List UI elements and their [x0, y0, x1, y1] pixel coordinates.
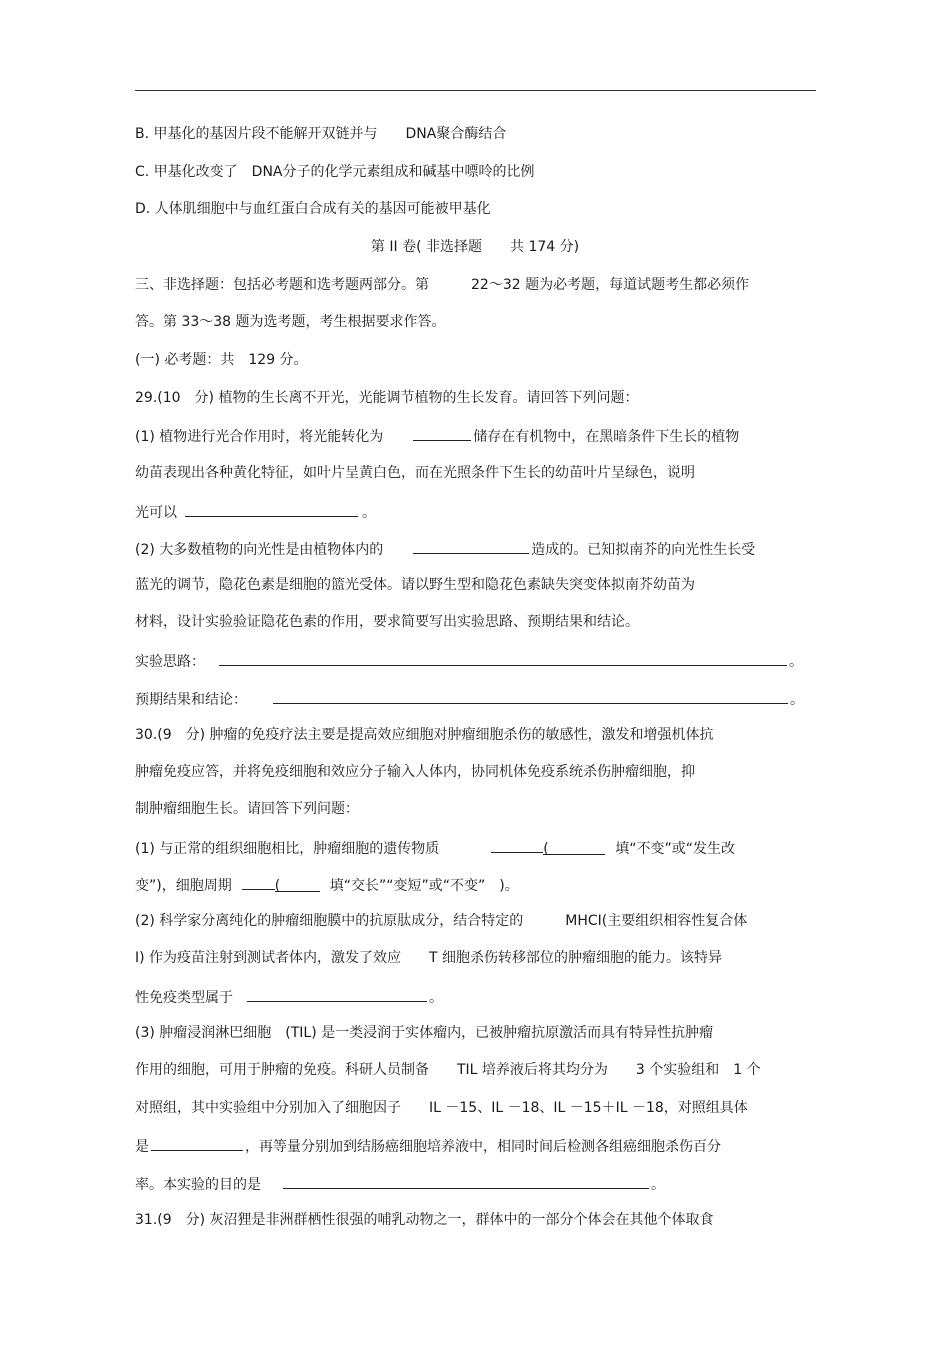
- q29-p2-text-a: (2) 大多数植物的向光性是由植物体内的: [135, 542, 384, 558]
- q29-part2-line2: 蓝光的调节，隐花色素是细胞的篮光受体。请以野生型和隐花色素缺失突变体拟南芥幼苗为: [135, 577, 695, 593]
- q30-stem-line2: 肿瘤免疫应答，并将免疫细胞和效应分子输入人体内，协同机体免疫系统杀伤肿瘤细胞，抑: [135, 764, 695, 780]
- q30-p3-end: 。: [651, 1177, 665, 1193]
- expected-result-label: 预期结果和结论：: [135, 692, 247, 708]
- q29-part2-line1: [135, 539, 755, 559]
- option-b: B. 甲基化的基因片段不能解开双链并与 DNA聚合酶结合: [135, 126, 507, 142]
- q30-p1-text-f: 填“交长”“变短”或“不变” )。: [329, 878, 519, 894]
- answer-blank[interactable]: [242, 875, 275, 890]
- q30-stem-line1: 30.(9 分) 肿瘤的免疫疗法主要是提高效应细胞对肿瘤细胞杀伤的敏感性，激发和增强机体抗: [135, 727, 714, 743]
- q29-idea-line: [135, 651, 803, 671]
- q30-part3-line1: (3) 肿瘤浸润淋巴细胞 (TIL) 是一类浸润于实体瘤内，已被肿瘤抗原激活而具有特异性抗肿瘤: [135, 1025, 714, 1041]
- experiment-idea-label: 实验思路：: [135, 654, 205, 670]
- section-title: 第 II 卷( 非选择题 共 174 分): [370, 239, 580, 255]
- q29-p2-text-b: 造成的。已知拟南芥的向光性生长受: [531, 542, 756, 558]
- header-rule: [135, 90, 816, 91]
- q29-result-line: [135, 689, 804, 709]
- answer-blank[interactable]: [273, 689, 788, 704]
- q29-idea-end: 。: [789, 654, 803, 670]
- q30-part1-line1: [135, 838, 735, 858]
- q29-part1-line3: [135, 502, 376, 522]
- q29-p1-end: 。: [362, 505, 376, 521]
- q30-part3-line2: 作用的细胞，可用于肿瘤的免疫。科研人员制备 TIL 培养液后将其均分为 3 个实验组和 1 个: [135, 1062, 761, 1078]
- q30-p1-paren: (: [543, 841, 549, 857]
- answer-blank-hint: [275, 877, 320, 892]
- instructions-line-2: 答。第 33～38 题为选考题，考生根据要求作答。: [135, 314, 446, 330]
- q30-stem-line3: 制肿瘤细胞生长。请回答下列问题：: [135, 801, 359, 817]
- answer-blank[interactable]: [413, 426, 471, 441]
- q30-p3-text-e: ，再等量分别加到结肠癌细胞培养液中，相同时间后检测各组癌细胞杀伤百分: [245, 1139, 721, 1155]
- q30-p3-text-f: 率。本实验的目的是: [135, 1177, 261, 1193]
- answer-blank[interactable]: [151, 1136, 243, 1151]
- q29-p1-text-a: (1) 植物进行光合作用时，将光能转化为: [135, 429, 384, 445]
- instructions-line-3: (一) 必考题：共 129 分。: [135, 352, 308, 368]
- q30-p1-text-a: (1) 与正常的组织细胞相比，肿瘤细胞的遗传物质: [135, 841, 440, 857]
- answer-blank-hint: [543, 840, 605, 855]
- q30-p2-end: 。: [429, 990, 443, 1006]
- option-c: C. 甲基化改变了 DNA分子的化学元素组成和碱基中嘌呤的比例: [135, 164, 535, 180]
- q29-part1-line2: 幼苗表现出各种黄化特征，如叶片呈黄白色，而在光照条件下生长的幼苗叶片呈绿色，说明: [135, 465, 695, 481]
- q30-part3-line4: [135, 1136, 721, 1156]
- q31-stem: 31.(9 分) 灰沼狸是非洲群栖性很强的哺乳动物之一，群体中的一部分个体会在其他个体取食: [135, 1212, 714, 1228]
- q30-part2-line1: (2) 科学家分离纯化的肿瘤细胞膜中的抗原肽成分，结合特定的 MHCI(主要组织相容性复合体: [135, 913, 748, 929]
- q30-part2-line2: I) 作为疫苗注射到测试者体内，激发了效应 T 细胞杀伤转移部位的肿瘤细胞的能力。该特异: [135, 950, 723, 966]
- q30-part2-line3: [135, 987, 443, 1007]
- answer-blank[interactable]: [219, 651, 787, 666]
- q30-p2-text-c: 性免疫类型属于: [135, 990, 233, 1006]
- q29-p1-text-b: 储存在有机物中，在黑暗条件下生长的植物: [473, 429, 740, 445]
- q30-p1-text-d: 变”)，细胞周期: [135, 878, 232, 894]
- q30-p3-text-d: 是: [135, 1139, 149, 1155]
- q30-part1-line2: [135, 875, 519, 895]
- q30-part3-line5: [135, 1174, 665, 1194]
- answer-blank[interactable]: [185, 502, 358, 517]
- instructions-line-1: 三、非选择题：包括必考题和选考题两部分。第 22～32 题为必考题，每道试题考生都必须作: [135, 277, 750, 293]
- q29-result-end: 。: [790, 692, 804, 708]
- q29-part2-line3: 材料，设计实验验证隐花色素的作用，要求简要写出实验思路、预期结果和结论。: [135, 614, 639, 630]
- q29-part1-line1: [135, 426, 739, 446]
- q30-part3-line3: 对照组，其中实验组中分别加入了细胞因子 IL －15、IL －18、IL －15＋IL －18，对照组具体: [135, 1100, 748, 1116]
- q30-p1-text-c: 填“不变”或“发生改: [615, 841, 736, 857]
- answer-blank[interactable]: [413, 539, 529, 554]
- q30-p1-paren-2: (: [274, 878, 281, 894]
- option-d: D. 人体肌细胞中与血红蛋白合成有关的基因可能被甲基化: [135, 201, 491, 217]
- q29-p1-text-d: 光可以: [135, 505, 177, 521]
- q29-stem: 29.(10 分) 植物的生长离不开光，光能调节植物的生长发育。请回答下列问题：: [135, 390, 639, 406]
- answer-blank[interactable]: [283, 1174, 649, 1189]
- answer-blank[interactable]: [247, 987, 427, 1002]
- answer-blank[interactable]: [491, 838, 543, 853]
